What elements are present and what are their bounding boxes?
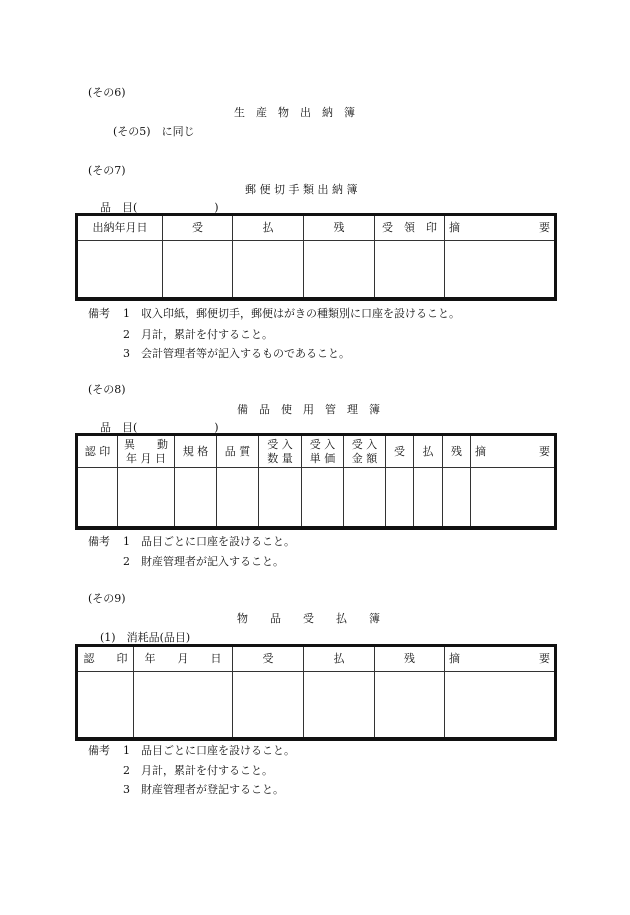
header-text: 受 入 <box>309 437 336 451</box>
header-text: 金 額 <box>351 451 378 465</box>
header-cell: 受 領 印 <box>375 215 445 241</box>
remark: 3 会計管理者等が記入するものであること。 <box>123 347 350 360</box>
postage-ledger-table <box>75 213 557 301</box>
header-text: 受 入 <box>267 437 293 451</box>
header-text: 摘 <box>475 444 486 458</box>
header-cell <box>344 435 386 468</box>
header-text: 単 価 <box>309 451 336 465</box>
section-label: (その7) <box>88 164 126 177</box>
remark: 1 収入印紙，郵便切手，郵便はがきの種類別に口座を設けること。 <box>123 307 460 320</box>
header-cell: 払 <box>414 435 443 468</box>
sub-title: (1) 消耗品(品目) <box>100 631 191 644</box>
section-label: (その8) <box>88 383 126 396</box>
header-text: 年 月 日 <box>126 451 166 465</box>
header-cell: 認 印 <box>77 435 118 468</box>
header-cell: 年 月 日 <box>134 646 233 672</box>
section-label: (その6) <box>88 86 126 99</box>
header-cell: 品 質 <box>217 435 259 468</box>
header-cell: 受 <box>163 215 233 241</box>
header-cell: 規 格 <box>175 435 217 468</box>
remark: 2 月計，累計を付すること。 <box>123 764 273 777</box>
header-text: 要 <box>539 444 550 458</box>
form-title: 物 品 受 払 簿 <box>237 612 380 625</box>
header-text: 異 動 <box>124 437 168 451</box>
header-text: 摘 <box>449 652 460 665</box>
form-note: (その5) に同じ <box>113 125 195 138</box>
remark: 1 品目ごとに口座を設けること。 <box>123 535 295 548</box>
header-cell: 残 <box>375 646 445 672</box>
header-cell: 受 <box>386 435 414 468</box>
header-cell <box>445 215 556 241</box>
header-cell: 出納年月日 <box>77 215 163 241</box>
header-cell <box>471 435 556 468</box>
remark: 1 品目ごとに口座を設けること。 <box>123 744 295 757</box>
remarks-label: 備考 <box>88 744 110 757</box>
header-text: 摘 <box>449 221 460 234</box>
header-cell: 認 印 <box>77 646 134 672</box>
remark: 3 財産管理者が登記すること。 <box>123 783 284 796</box>
item-field: 品 目( ) <box>100 201 219 214</box>
header-text: 要 <box>539 221 550 234</box>
header-text: 受 入 <box>351 437 378 451</box>
item-field: 品 目( ) <box>100 421 219 434</box>
header-text: 数 量 <box>267 451 293 465</box>
form-title: 備 品 使 用 管 理 簿 <box>237 403 380 416</box>
goods-ledger-table <box>75 644 557 741</box>
header-cell <box>302 435 344 468</box>
header-cell: 残 <box>443 435 471 468</box>
equipment-ledger-table <box>75 433 557 530</box>
header-cell <box>259 435 302 468</box>
form-title: 生 産 物 出 納 簿 <box>234 106 355 119</box>
header-cell: 払 <box>233 215 304 241</box>
form-title: 郵 便 切 手 類 出 納 簿 <box>245 183 358 196</box>
remarks-label: 備考 <box>88 535 110 548</box>
remark: 2 財産管理者が記入すること。 <box>123 555 284 568</box>
header-text: 要 <box>539 652 550 665</box>
header-cell: 受 <box>233 646 304 672</box>
header-cell <box>118 435 175 468</box>
remarks-label: 備考 <box>88 307 110 320</box>
header-cell: 払 <box>304 646 375 672</box>
remark: 2 月計，累計を付すること。 <box>123 328 273 341</box>
section-label: (その9) <box>88 592 126 605</box>
header-cell: 残 <box>304 215 375 241</box>
header-cell <box>445 646 556 672</box>
